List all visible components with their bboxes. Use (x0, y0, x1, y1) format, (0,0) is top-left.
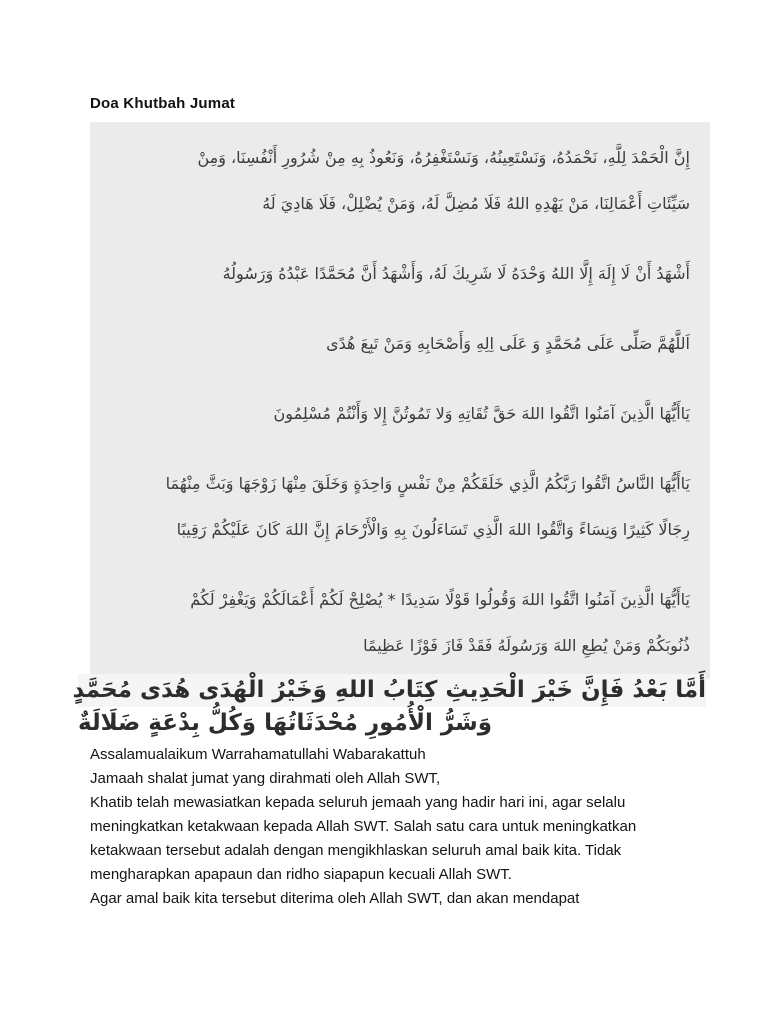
arabic-paragraph (98, 461, 690, 553)
arabic-line: إِنَّ الْحَمْدَ لِلَّهِ، نَحْمَدُهُ، وَنَسْتَعِينُهُ، وَنَسْتَغْفِرُهُ، وَنَعُوذُ بِهِ مِنْ شُرُورِ أَنْفُسِنَا، وَمِنْ (197, 148, 690, 167)
translation-block (90, 743, 715, 911)
arabic-line: رِجَالًا كَثِيرًا وَنِسَاءً وَاتَّقُوا اللهَ الَّذِي تَسَاءَلُونَ بِهِ وَالْأَرْحَامَ إِنَّ اللهَ كَانَ عَلَيْكُمْ رَقِيبًا (176, 520, 690, 539)
arabic-line: أَشْهَدُ أَنْ لَا إِلَهَ إِلَّا اللهُ وَحْدَهُ لَا شَرِيكَ لَهُ، وَأَشْهَدُ أَنَّ مُحَمَّدًا عَبْدُهُ وَرَسُولُهُ (222, 264, 690, 283)
arabic-paragraph (98, 251, 690, 297)
translation-line: ketakwaan tersebut adalah dengan mengikhlaskan seluruh amal baik kita. Tidak (90, 842, 622, 859)
arabic-paragraph (98, 391, 690, 437)
translation-line: Khatib telah mewasiatkan kepada seluruh jemaah yang hadir hari ini, agar selalu (90, 794, 626, 811)
translation-line: Agar amal baik kita tersebut diterima oleh Allah SWT, dan akan mendapat (90, 890, 580, 907)
translation-line: Assalamualaikum Warrahamatullahi Wabarakattuh (90, 746, 426, 763)
translation-line: mengharapkan apapaun dan ridho siapapun kecuali Allah SWT. (90, 866, 512, 883)
arabic-line: سَيِّئَاتِ أَعْمَالِنَا، مَنْ يَهْدِهِ اللهُ فَلَا مُضِلَّ لَهُ، وَمَنْ يُضْلِلْ، فَلَا هَادِيَ لَهُ (262, 194, 690, 213)
amma-badu-line: أَمَّا بَعْدُ فَإِنَّ خَيْرَ الْحَدِيثِ كِتَابُ اللهِ وَخَيْرُ الْهُدَى هُدَى مُحَمَّدٍ (78, 674, 706, 707)
arabic-line: ذُنُوبَكُمْ وَمَنْ يُطِعِ اللهَ وَرَسُولَهُ فَقَدْ فَازَ فَوْزًا عَظِيمًا (363, 636, 690, 655)
amma-badu-block (72, 674, 706, 740)
arabic-line: اَللَّهُمَّ صَلِّى عَلَى مُحَمَّدٍ وَ عَلَى اِلِهِ وَأَصْحَابِهِ وَمَنْ تَبِعَ هُدًى (326, 334, 690, 353)
arabic-paragraph (98, 135, 690, 227)
arabic-khutbah-block (90, 122, 710, 679)
page-title: Doa Khutbah Jumat (90, 95, 236, 112)
arabic-paragraph (98, 321, 690, 367)
arabic-line: يَاأَيُّهَا النَّاسُ اتَّقُوا رَبَّكُمُ الَّذِي خَلَقَكُمْ مِنْ نَفْسٍ وَاحِدَةٍ وَخَلَقَ مِنْهَا زَوْجَهَا وَبَثَّ مِنْهُمَا (165, 474, 690, 493)
arabic-paragraph (98, 577, 690, 669)
arabic-line: يَاأَيُّهَا الَّذِينَ آمَنُوا اتَّقُوا اللهَ حَقَّ تُقَاتِهِ وَلا تَمُوتُنَّ إِلا وَأَنْتُمْ مُسْلِمُونَ (273, 404, 690, 423)
translation-line: Jamaah shalat jumat yang dirahmati oleh Allah SWT, (90, 770, 441, 787)
amma-badu-line: وَشَرُّ الْأُمُورِ مُحْدَثَاتُهَا وَكُلُّ بِدْعَةٍ ضَلَالَةٌ (78, 710, 493, 736)
arabic-line: يَاأَيُّهَا الَّذِينَ آمَنُوا اتَّقُوا اللهَ وَقُولُوا قَوْلًا سَدِيدًا * يُصْلِحْ لَكُمْ أَعْمَالَكُمْ وَيَغْفِرْ لَكُمْ (190, 590, 690, 609)
translation-line: meningkatkan ketakwaan kepada Allah SWT. Salah satu cara untuk meningkatkan (90, 818, 637, 835)
